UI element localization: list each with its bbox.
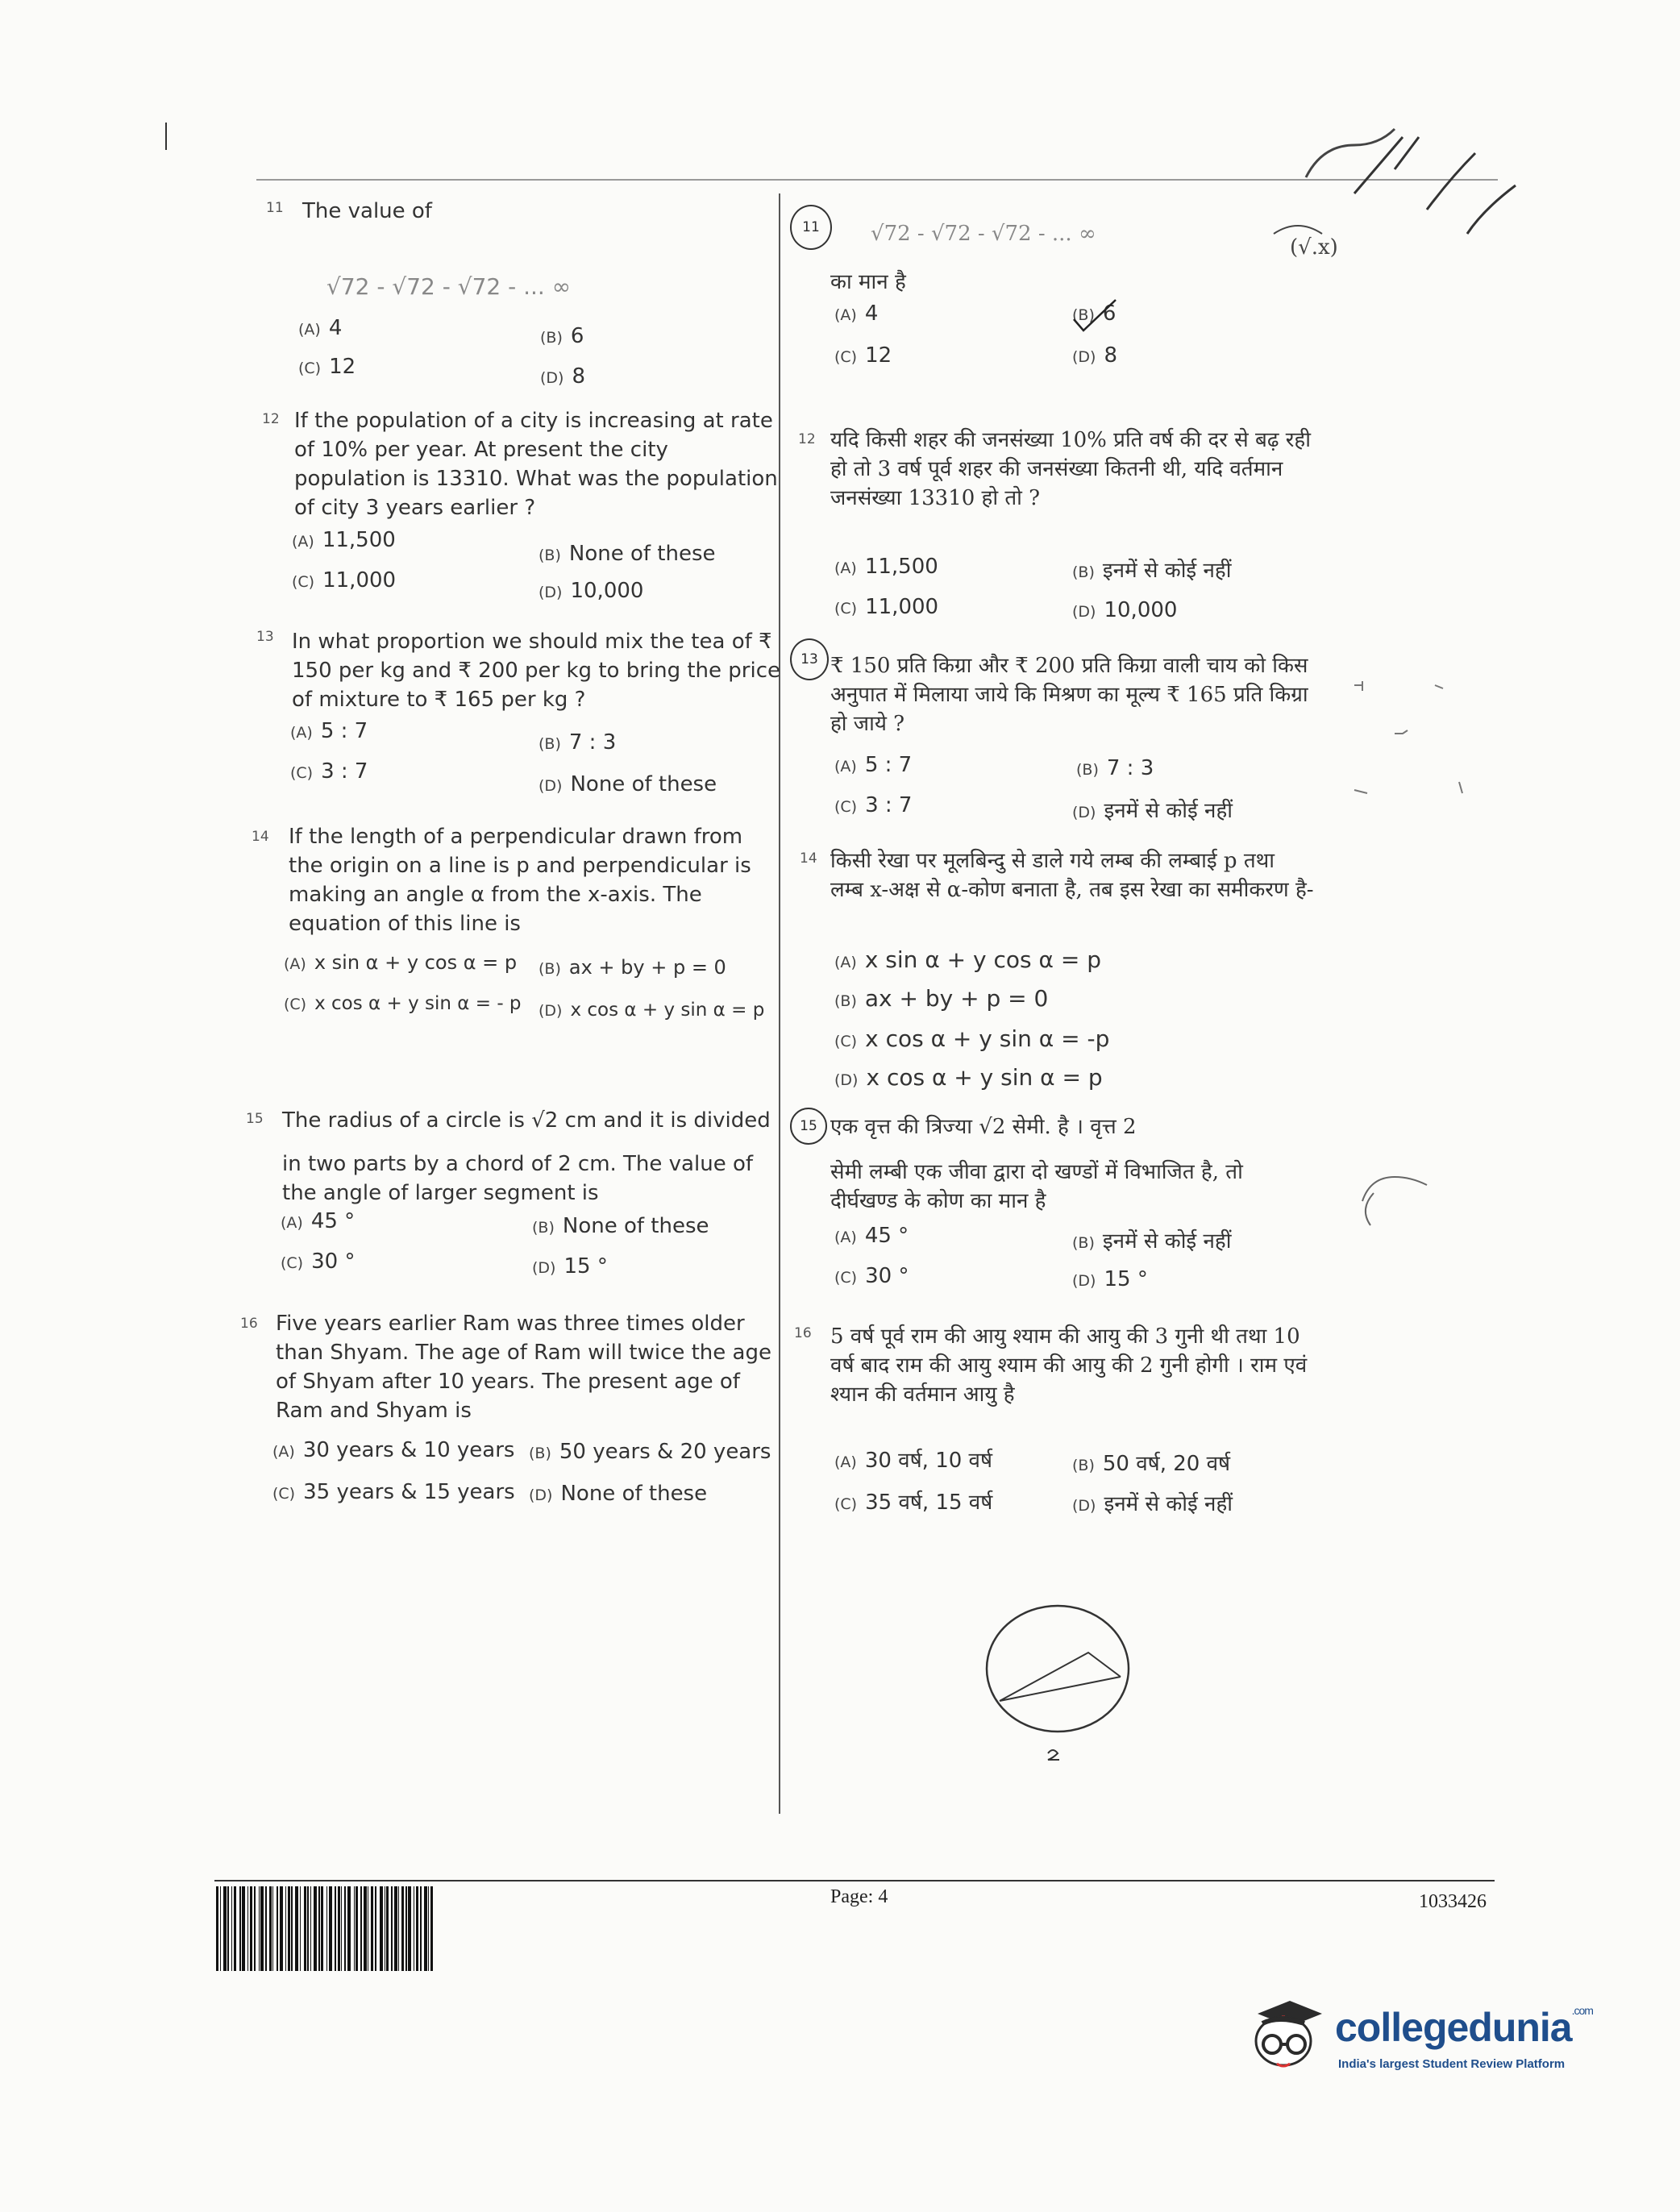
q15-text1-hi: एक वृत्त की त्रिज्या √2 सेमी. है । वृत्त 2 (830, 1115, 1137, 1139)
q15-option-b-en: (B) None of these (532, 1214, 709, 1238)
q11-option-a-en: (A) 4 (298, 316, 343, 340)
q14-option-d-hi: (D) x cos α + y sin α = p (834, 1064, 1103, 1091)
barcode (216, 1886, 482, 1971)
q16-option-a-hi: (A) 30 वर्ष, 10 वर्ष (834, 1449, 993, 1473)
q11-option-c-en: (C) 12 (298, 355, 356, 379)
q12-option-d-en: (D) 10,000 (539, 579, 644, 603)
q12-option-a-hi: (A) 11,500 (834, 555, 938, 579)
q14-option-a-hi: (A) x sin α + y cos α = p (834, 946, 1102, 973)
q13-number-circled-hi: 13 (790, 638, 829, 680)
q12-option-b-en: (B) None of these (539, 542, 716, 566)
q15-text1-en: The radius of a circle is √2 cm and it is divided (282, 1108, 771, 1133)
q12-number-hi: 12 (798, 431, 816, 447)
q11-text-en: The value of (302, 199, 432, 223)
q16-option-b-en: (B) 50 years & 20 years (529, 1440, 771, 1464)
document-code: 1033426 (1419, 1891, 1487, 1912)
q16-option-d-en: (D) None of these (529, 1482, 708, 1506)
q13-text-hi: ₹ 150 प्रति किग्रा और ₹ 200 प्रति किग्रा वाली चाय को किस अनुपात में मिलाया जाये कि मिश्रण का मूल्य ₹ 165 प्रति किग्रा हो जाये ? (830, 654, 1308, 736)
q11-expression-en: √72 - √72 - √72 - ... ∞ (326, 273, 572, 300)
q15-number: 15 (246, 1111, 264, 1127)
q13-option-c-en: (C) 3 : 7 (290, 759, 368, 784)
q13-option-c-hi: (C) 3 : 7 (834, 793, 913, 817)
q12-option-c-en: (C) 11,000 (292, 568, 397, 592)
q15-text2-hi: सेमी लम्बी एक जीवा द्वारा दो खण्डों में विभाजित है, तो दीर्घखण्ड के कोण का मान है (830, 1160, 1243, 1213)
q11-option-d-hi: (D) 8 (1072, 343, 1118, 368)
logo-name: collegedunia$^{.com}$ (1335, 2004, 1593, 2050)
q16-text-hi: 5 वर्ष पूर्व राम की आयु श्याम की आयु की 3 गुनी थी तथा 10 वर्ष बाद राम की आयु श्याम की आयु की 2 गुनी होगी । राम एवं श्यान की वर्तमान आयु है (830, 1324, 1308, 1407)
q13-option-b-hi: (B) 7 : 3 (1076, 756, 1154, 780)
q15-option-d-hi: (D) 15 ° (1072, 1267, 1148, 1291)
q14-text-en: If the length of a perpendicular drawn from the origin on a line is p and perpendicular is making an angle α from the x-axis. The equation of this line is (289, 825, 751, 936)
q12-option-a-en: (A) 11,500 (292, 528, 396, 552)
q14-option-c-hi: (C) x cos α + y sin α = -p (834, 1025, 1110, 1052)
q15-option-a-hi: (A) 45 ° (834, 1224, 909, 1248)
q14-number: 14 (252, 829, 269, 845)
q16-option-d-hi: (D) इनमें से कोई नहीं (1072, 1492, 1233, 1516)
svg-text:(√.x): (√.x) (1290, 235, 1338, 260)
mascot-icon (1233, 1991, 1338, 2080)
q13-text-en: In what proportion we should mix the tea of ₹ 150 per kg and ₹ 200 per kg to bring the price of mixture to ₹ 165 per kg ? (292, 630, 780, 712)
q13-option-d-en: (D) None of these (539, 772, 717, 796)
q13-number: 13 (256, 629, 274, 645)
q16-number: 16 (240, 1316, 258, 1332)
q14-text-hi: किसी रेखा पर मूलबिन्दु से डाले गये लम्ब की लम्बाई p तथा लम्ब x-अक्ष से α-कोण बनाता है, तब इस रेखा का समीकरण है- (830, 849, 1314, 902)
q14-option-b-en: (B) ax + by + p = 0 (539, 956, 726, 979)
q11-number-circled-hi: 11 (790, 205, 832, 250)
q11-option-c-hi: (C) 12 (834, 343, 892, 368)
bottom-rule (214, 1880, 1495, 1881)
q11-expression-hi: √72 - √72 - √72 - ... ∞ (871, 222, 1096, 246)
q15-text2-en: in two parts by a chord of 2 cm. The value of the angle of larger segment is (282, 1152, 754, 1205)
collegedunia-logo (1233, 1991, 1636, 2080)
q11-option-b-hi: (B) 6 (1072, 301, 1117, 326)
q12-option-c-hi: (C) 11,000 (834, 595, 939, 619)
q14-option-c-en: (C) x cos α + y sin α = - p (284, 993, 522, 1014)
q13-option-a-en: (A) 5 : 7 (290, 719, 368, 743)
q16-option-c-en: (C) 35 years & 15 years (272, 1480, 515, 1504)
logo-tagline: India's largest Student Review Platform (1338, 2057, 1566, 2071)
q13-option-d-hi: (D) इनमें से कोई नहीं (1072, 799, 1233, 823)
q14-number-hi: 14 (800, 850, 817, 867)
handwritten-marks (1258, 113, 1524, 274)
q15-option-d-en: (D) 15 ° (532, 1254, 608, 1279)
q16-option-a-en: (A) 30 years & 10 years (272, 1438, 515, 1462)
q11-number: 11 (266, 200, 284, 216)
q12-text-hi: यदि किसी शहर की जनसंख्या 10% प्रति वर्ष की दर से बढ़ रही हो तो 3 वर्ष पूर्व शहर की जनसंख्या कितनी थी, यदि वर्तमान जनसंख्या 13310 हो तो ? (830, 428, 1311, 510)
q12-option-d-hi: (D) 10,000 (1072, 598, 1178, 622)
q12-option-b-hi: (B) इनमें से कोई नहीं (1072, 559, 1232, 583)
tick-mark-icon (1066, 297, 1130, 337)
q16-option-b-hi: (B) 50 वर्ष, 20 वर्ष (1072, 1452, 1231, 1476)
q14-option-d-en: (D) x cos α + y sin α = p (539, 1000, 765, 1021)
q12-text-en: If the population of a city is increasing at rate of 10% per year. At present the city population is 13310. What was the population of city 3 years earlier ? (294, 409, 778, 520)
q16-text-en: Five years earlier Ram was three times older than Shyam. The age of Ram will twice the age of Shyam after 10 years. The present age of Ram and Shyam is (276, 1312, 771, 1423)
q15-option-b-hi: (B) इनमें से कोई नहीं (1072, 1229, 1232, 1254)
q15-number-circled-hi: 15 (790, 1108, 827, 1145)
q11-text-hi: का मान है (830, 270, 906, 294)
q14-option-b-hi: (B) ax + by + p = 0 (834, 985, 1049, 1012)
q13-option-b-en: (B) 7 : 3 (539, 730, 617, 755)
q15-option-c-hi: (C) 30 ° (834, 1264, 909, 1288)
q11-option-b-en: (B) 6 (540, 324, 584, 348)
q15-option-c-en: (C) 30 ° (281, 1249, 356, 1274)
q16-number-hi: 16 (794, 1325, 812, 1341)
page-number: Page: 4 (830, 1886, 888, 1907)
q11-option-a-hi: (A) 4 (834, 301, 879, 326)
q15-option-a-en: (A) 45 ° (281, 1209, 356, 1233)
q13-option-a-hi: (A) 5 : 7 (834, 753, 913, 777)
q12-number: 12 (262, 411, 280, 427)
q14-option-a-en: (A) x sin α + y cos α = p (284, 951, 518, 974)
q16-option-c-hi: (C) 35 वर्ष, 15 वर्ष (834, 1491, 993, 1515)
scan-mark (165, 123, 167, 150)
circle-sketch (967, 1604, 1153, 1765)
q11-option-d-en: (D) 8 (540, 364, 586, 389)
margin-notes (1338, 669, 1499, 1233)
